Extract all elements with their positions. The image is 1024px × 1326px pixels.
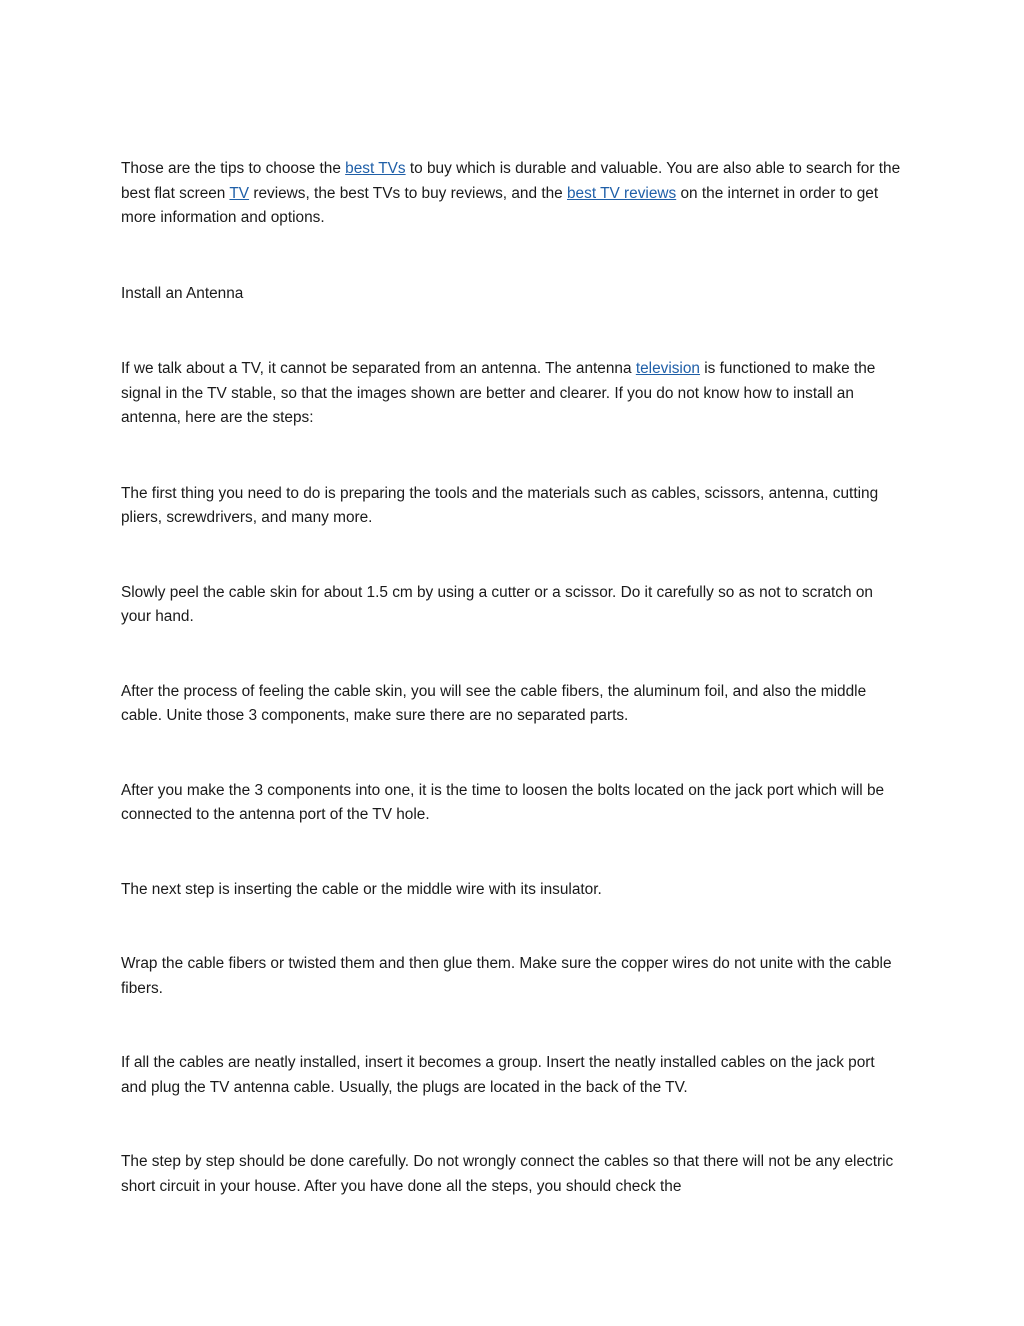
intro-text-3: reviews, the best TVs to buy reviews, and the xyxy=(249,184,567,202)
section-heading: Install an Antenna xyxy=(121,284,244,302)
step-paragraph-8: The step by step should be done carefully. Do not wrongly connect the cables so that there will not be any electric short circuit in your house. After you have done all the steps, you should check the xyxy=(121,1153,894,1195)
best-tv-reviews-link[interactable]: best TV reviews xyxy=(567,184,677,202)
best-tvs-link[interactable]: best TVs xyxy=(345,160,406,177)
step-paragraph-7: If all the cables are neatly installed, insert it becomes a group. Insert the neatly installed cables on the jack port and plug the TV antenna cable. Usually, the plugs are located in the back of the TV. xyxy=(121,1054,875,1096)
step-paragraph-2: Slowly peel the cable skin for about 1.5 cm by using a cutter or a scissor. Do it carefully so as not to scratch on your hand. xyxy=(121,583,873,625)
step-paragraph-6: Wrap the cable fibers or twisted them and then glue them. Make sure the copper wires do not unite with the cable fibers. xyxy=(121,955,892,997)
intro-text-2: to buy which is durable and valuable. You are also able to search for the best flat screen xyxy=(121,160,901,202)
television-link[interactable]: television xyxy=(635,360,700,377)
intro-text-1: Those are the tips to choose the xyxy=(121,160,346,177)
step-paragraph-5: The next step is inserting the cable or the middle wire with its insulator. xyxy=(121,880,602,898)
step-paragraph-1: The first thing you need to do is preparing the tools and the materials such as cables, scissors, antenna, cutting pliers, screwdrivers, and many more. xyxy=(121,484,879,526)
antenna-text-2: is functioned to make the signal in the TV stable, so that the images shown are better and clearer. If you do not know how to install an antenna, here are the steps: xyxy=(121,360,876,426)
step-paragraph-4: After you make the 3 components into one, it is the time to loosen the bolts located on the jack port which will be connected to the antenna port of the TV hole. xyxy=(121,781,885,823)
step-paragraph-3: After the process of feeling the cable skin, you will see the cable fibers, the aluminum foil, and also the middle cable. Unite those 3 components, make sure there are no separated parts. xyxy=(121,682,867,724)
antenna-paragraph xyxy=(121,357,901,431)
antenna-text-1: If we talk about a TV, it cannot be separated from an antenna. The antenna xyxy=(121,360,636,377)
intro-paragraph xyxy=(121,157,901,231)
document-page xyxy=(121,157,901,1199)
intro-text-4: on the internet in order to get more information and options. xyxy=(121,184,879,226)
tv-link[interactable]: TV xyxy=(229,184,250,202)
